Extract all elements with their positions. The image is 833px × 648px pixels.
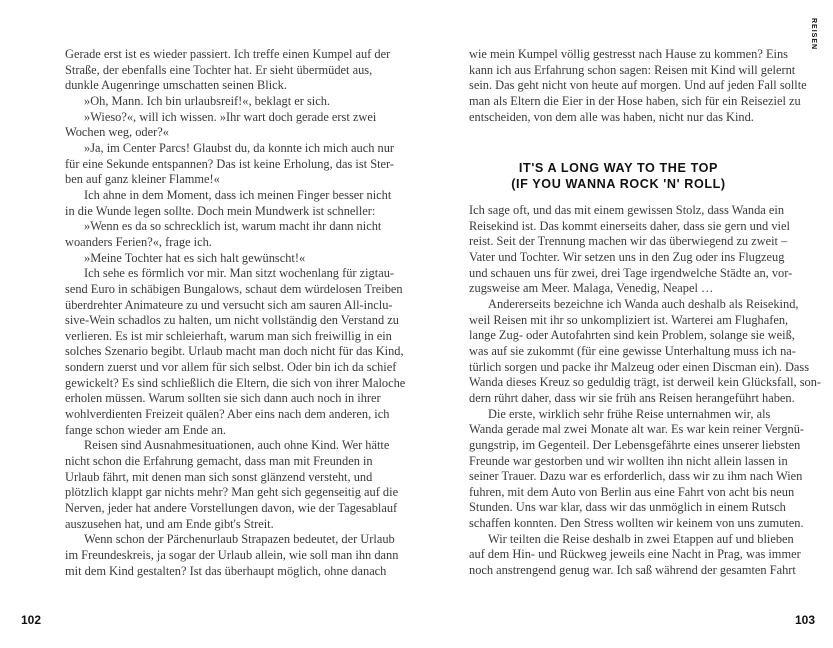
- section-heading-line: IT'S A LONG WAY TO THE TOP: [518, 161, 719, 175]
- text-line: Die erste, wirklich sehr frühe Reise unternahmen wir, als: [488, 406, 771, 421]
- text-line: fange schon wieder am Ende an.: [65, 422, 227, 437]
- text-line: Ich ahne in dem Moment, dass ich meinen Finger besser nicht: [84, 187, 392, 202]
- text-line: ben auf ganz kleiner Flamme!«: [65, 172, 220, 187]
- text-line: Reisekind ist. Das kommt einerseits daher, dass sie gern und viel: [469, 218, 790, 233]
- text-line: Gerade erst ist es wieder passiert. Ich treffe einen Kumpel auf der: [65, 47, 391, 61]
- text-line: lange Zug- oder Autofahrten sind kein Problem, solange sie weiß,: [469, 328, 795, 343]
- left-page: [0, 0, 416, 648]
- text-line: »Ja, im Center Parcs! Glaubst du, da konnte ich mich auch nur: [84, 140, 395, 155]
- paragraph: [469, 406, 805, 532]
- section-heading-line: (IF YOU WANNA ROCK 'N' ROLL): [511, 177, 726, 191]
- paragraph: [65, 251, 364, 267]
- text-line: verlieren. Es ist mir schleierhaft, warum man sich freiwillig in ein: [65, 328, 392, 343]
- text-line: Wenn schon der Pärchenurlaub Strapazen bedeutet, der Urlaub: [84, 532, 395, 547]
- paragraph: [65, 109, 377, 141]
- paragraph: [469, 203, 793, 297]
- text-line: Urlaub fährt, mit denen man sich sonst glänzend versteht, und: [65, 469, 373, 484]
- text-line: Wochen weg, oder?«: [65, 125, 169, 140]
- text-line: nicht schon die Erfahrung gemacht, dass man mit Freunden in: [65, 454, 373, 469]
- text-line: Andererseits bezeichne ich Wanda auch deshalb als Reisekind,: [488, 296, 799, 311]
- text-line: wohlverdienten Freizeit quälen? Aber eins nach dem anderen, ich: [65, 407, 390, 422]
- text-line: man als Eltern die Eier in der Hose haben, sich für ein Reiseziel zu: [469, 93, 801, 108]
- text-line: plötzlich klappt gar nichts mehr? Man geht sich gegenseitig auf die: [65, 485, 399, 500]
- paragraph: [65, 47, 391, 94]
- paragraph: [65, 140, 395, 188]
- text-line: wie mein Kumpel völlig gestresst nach Hause zu kommen? Eins: [469, 47, 788, 61]
- text-line: gewickelt? Es sind schließlich die Eltern, die sich von ihrer Maloche: [65, 375, 406, 390]
- text-line: schaffen konnten. Den Stress wollten wir keinem von uns zumuten.: [469, 516, 804, 531]
- text-line: Wanda gerade mal zwei Monate alt war. Es war kein reiner Vergnü-: [469, 422, 805, 437]
- text-line: in die Wunde legen sollte. Doch mein Mundwerk ist schneller:: [65, 203, 376, 218]
- text-line: Reisen sind Ausnahmesituationen, auch ohne Kind. Wer hätte: [84, 438, 390, 453]
- body-text-right-bottom: [469, 203, 822, 579]
- text-line: sondern zuerst und vor allem für sich selbst. Oder bin ich da schief: [65, 360, 397, 375]
- paragraph: [469, 531, 801, 579]
- body-text-left: [65, 47, 406, 579]
- text-line: im Freundeskreis, ja sogar der Urlaub allein, wie soll man ihn dann: [65, 548, 399, 562]
- section-heading: [469, 160, 768, 192]
- body-text-right-top: [469, 47, 807, 125]
- text-line: »Wenn es da so schrecklich ist, warum macht ihr dann nicht: [84, 219, 382, 234]
- text-line: »Oh, Mann. Ich bin urlaubsreif!«, beklagt er sich.: [84, 93, 331, 108]
- text-line: entscheiden, von dem alle was haben, nicht nur das Kind.: [469, 109, 754, 124]
- text-line: was auf sie zukommt (für eine gewisse Unterhaltung muss ich na-: [469, 343, 796, 358]
- text-line: und schauen uns für zwei, drei Tage irgendwelche Städte an, vor-: [469, 265, 793, 280]
- text-line: türlich sorgen und packe ihr Malzeug oder einen Discman ein). Dass: [469, 359, 810, 374]
- text-line: sein. Das geht nicht von heute auf morgen. Und auf jeden Fall sollte: [469, 78, 807, 93]
- paragraph: [65, 438, 399, 532]
- text-line: »Wieso?«, will ich wissen. »Ihr wart doch gerade erst zwei: [84, 109, 377, 124]
- text-line: Straße, der ebenfalls eine Tochter hat. Er sieht übermüdet aus,: [65, 62, 373, 77]
- paragraph: [65, 266, 406, 438]
- text-line: dern rührt daher, dass wir sie früh ans Reisen herangeführt haben.: [469, 390, 795, 405]
- text-line: erholen müssen. Warum sollten sie sich dann auch noch in ihrer: [65, 391, 381, 406]
- text-line: Ich sehe es förmlich vor mir. Man sitzt wochenlang für zigtau-: [84, 266, 395, 281]
- text-line: sive-Wein schadlos zu halten, um nicht vollständig den Verstand zu: [65, 313, 399, 328]
- page-number-left: 102: [21, 613, 42, 627]
- paragraph: [65, 532, 399, 579]
- paragraph: [65, 94, 364, 110]
- text-line: dunkle Augenringe umschatten seinen Blick.: [65, 78, 287, 93]
- paragraph: [65, 187, 392, 219]
- paragraph: [469, 296, 822, 407]
- paragraph: [65, 219, 382, 250]
- text-line: reist. Seit der Trennung machen wir das überwiegend zu zweit –: [469, 234, 788, 249]
- text-line: solches Szenario begibt. Urlaub macht man doch nicht für das Kind,: [65, 344, 404, 359]
- page-number-right: 103: [795, 613, 816, 627]
- text-line: send Euro in schäbigen Bungalows, schaut dem würdelosen Treiben: [65, 281, 403, 296]
- text-line: Wir teilten die Reise deshalb in zwei Etappen auf und blieben: [488, 531, 794, 546]
- text-line: fuhren, mit dem Auto von Berlin aus eine Fahrt von acht bis neun: [469, 484, 795, 499]
- text-line: gungstrip, im Gegenteil. Der Lebensgefährte eines unserer liebsten: [469, 437, 801, 452]
- text-line: zugsweise am Meer. Malaga, Venedig, Neapel …: [469, 281, 714, 296]
- text-line: Vater und Tochter. Wir setzen uns in den Zug oder ins Flugzeug: [469, 249, 785, 264]
- text-line: Stunden. Uns war klar, dass wir das unmöglich in einem Rutsch: [469, 500, 786, 515]
- text-line: auszusehen hat, und am Ende gibt's Streit.: [65, 516, 274, 531]
- text-line: seiner Trauer. Dazu war es erforderlich, dass wir zu ihm nach Wien: [469, 469, 803, 484]
- text-line: Ich sage oft, und das mit einem gewissen Stolz, dass Wanda ein: [469, 203, 785, 217]
- text-line: »Meine Tochter hat es sich halt gewünscht!«: [84, 250, 306, 265]
- text-line: weil Reisen mit ihr so unkompliziert ist. Warterei am Flughafen,: [469, 312, 789, 327]
- paragraph: [469, 47, 807, 125]
- right-page: [416, 0, 833, 648]
- text-line: überdrehter Animateure zu und versucht sich am sauren All-inclu-: [65, 297, 393, 312]
- text-line: Wanda dieses Kreuz so geduldig trägt, ist derweil kein Glücksfall, son-: [469, 375, 822, 390]
- text-line: woanders Ferien?«, frage ich.: [65, 234, 212, 249]
- section-label: REISEN: [810, 18, 817, 51]
- text-line: auf dem Hin- und Rückweg jeweils eine Nacht in Prag, was immer: [469, 547, 801, 562]
- text-line: Freunde war gestorben und wir wollten ihn nicht allein lassen in: [469, 453, 788, 468]
- text-line: Nerven, jeder hat andere Vorstellungen davon, wie der Tagesablauf: [65, 501, 398, 516]
- text-line: mit dem Kind gestalten? Ist das überhaupt möglich, ohne danach: [65, 563, 387, 578]
- text-line: noch anstrengend genug war. Ich saß während der gesamten Fahrt: [469, 563, 796, 578]
- text-line: für eine Sekunde entspannen? Das ist keine Erholung, das ist Ster-: [65, 156, 395, 171]
- text-line: kann ich aus Erfahrung schon sagen: Reisen mit Kind will gelernt: [469, 62, 796, 77]
